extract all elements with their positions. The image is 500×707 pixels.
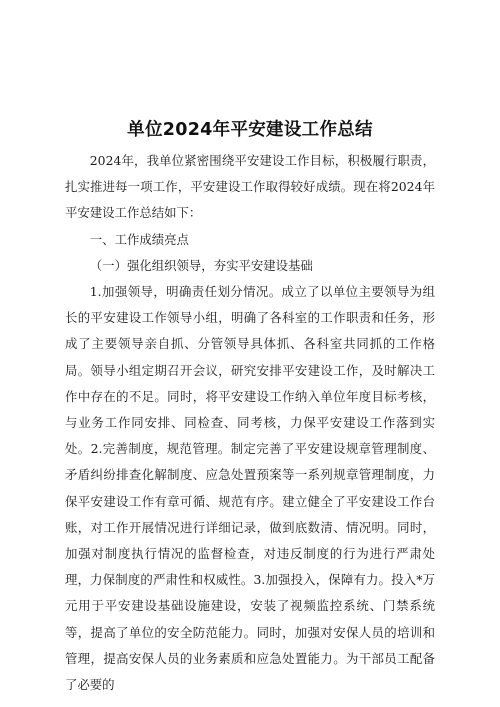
document-title: 单位2024年平安建设工作总结 <box>127 120 373 140</box>
section-heading: 一、工作成绩亮点 <box>89 231 189 247</box>
intro-paragraph: 2024年，我单位紧密围绕平安建设工作目标，积极履行职责，扎实推进每一项工作，平安建设工作取得较好成绩。现在将2024年平安建设工作总结如下： <box>65 153 435 221</box>
document-body <box>65 148 435 698</box>
body-paragraph: 1.加强领导，明确责任划分情况。成立了以单位主要领导为组长的平安建设工作领导小组，明确了各科室的工作职责和任务，形成了主要领导亲自抓、分管领导具体抓、各科室共同抓的工作格局。领导小组定期召开会议，研究安排平安建设工作，及时解决工作中存在的不足。同时，将平安建设工作纳入单位年度目标考核，与业务工作同安排、同检查、同考核，力保平安建设工作落到实处。2.完善制度，规范管理。制定完善了平安建设规章管理制度、矛盾纠纷排查化解制度、应急处置预案等一系列规章管理制度，力保平安建设工作有章可循、规范有序。建立健全了平安建设工作台账，对工作开展情况进行详细记录，做到底数清、情况明。同时，加强对制度执行情况的监督检查，对违反制度的行为进行严肃处理，力保制度的严肃性和权威性。3.加强投入，保障有力。投入*万元用于平安建设基础设施建设，安装了视频监控系统、门禁系统等，提高了单位的安全防范能力。同时，加强对安保人员的培训和管理，提高安保人员的业务素质和应急处置能力。为干部员工配备了必要的 <box>65 284 435 693</box>
subsection-heading: （一）强化组织领导，夯实平安建设基础 <box>89 257 313 273</box>
